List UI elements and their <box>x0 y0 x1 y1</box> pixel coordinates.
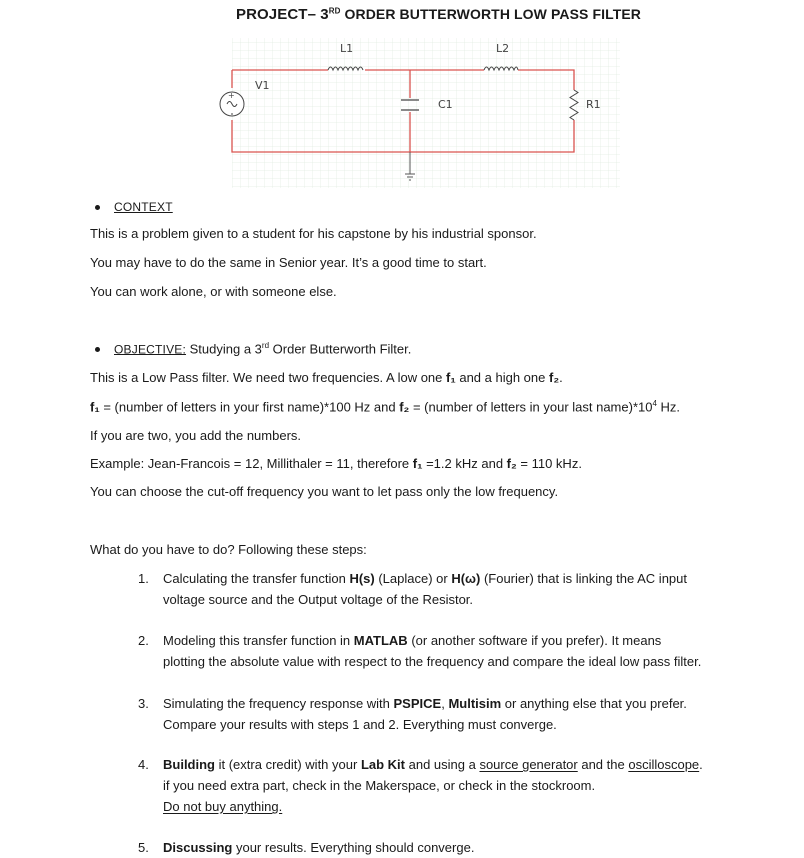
step-3: Simulating the frequency response with PSPICE, Multisim or anything else that you prefer. Compare your results with steps 1 and 2. Everything must converge. <box>163 696 687 732</box>
objective-line-2: f₁ = (number of letters in your first name)*100 Hz and f₂ = (number of letters in your last $name)*10^4$ Hz. <box>90 399 681 415</box>
page-title: PROJECT– 3RD ORDER BUTTERWORTH LOW PASS FILTER <box>236 6 642 23</box>
objective-line-1: This is a Low Pass filter. We need two frequencies. A low one f₁ and a high one f₂. <box>90 370 563 385</box>
objective-line-4: Example: Jean-Francois = 12, Millithaler = 11, therefore f₁ =1.2 kHz and f₂ = 110 kHz. <box>90 456 582 471</box>
grid-background <box>232 38 620 188</box>
step-number: 4. <box>138 757 149 772</box>
step-number: 5. <box>138 840 149 855</box>
source-generator-link: source generator <box>479 757 578 772</box>
bullet-icon <box>95 347 100 352</box>
context-line: You may have to do the same in Senior year. It’s a good time to start. <box>90 255 487 270</box>
step-4: Building it (extra credit) with your Lab Kit and using a source generator and the oscilloscope. if you need extra part, check in the Makerspace, or check in the stockroom. Do not buy anything. <box>163 757 703 814</box>
step-number: 3. <box>138 696 149 711</box>
objective-line-3: If you are two, you add the numbers. <box>90 428 302 443</box>
step-2: Modeling this transfer function in MATLAB (or another software if you prefer). It means plotting the absolute value with respect to the frequency and compare the ideal low pass filter. <box>163 633 702 669</box>
voltage-source-v1-icon <box>220 91 244 116</box>
context-heading: CONTEXT <box>114 200 173 214</box>
svg-text:+: + <box>228 91 235 100</box>
label-v1: V1 <box>255 79 270 92</box>
objective-heading: OBJECTIVE: Studying a 3rd Order Butterworth Filter. <box>114 341 412 357</box>
bullet-icon <box>95 205 100 210</box>
context-line: This is a problem given to a student for his capstone by his industrial sponsor. <box>90 226 537 241</box>
objective-line-5: You can choose the cut-off frequency you want to let pass only the low frequency. <box>90 484 559 499</box>
step-1: Calculating the transfer function H(s) (Laplace) or H(ω) (Fourier) that is linking the AC input voltage source and the Output voltage of the Resistor. <box>163 571 687 607</box>
step-5: Discussing your results. Everything should converge. <box>163 840 475 855</box>
oscilloscope-link: oscilloscope <box>628 757 700 772</box>
context-line: You can work alone, or with someone else. <box>90 284 337 299</box>
label-l2: L2 <box>496 42 510 55</box>
label-l1: L1 <box>340 42 354 55</box>
label-c1: C1 <box>438 98 453 111</box>
step-number: 2. <box>138 633 149 648</box>
label-r1: R1 <box>586 98 601 111</box>
circuit-diagram <box>200 34 620 194</box>
steps-intro: What do you have to do? Following these steps: <box>90 542 367 557</box>
step-number: 1. <box>138 571 149 586</box>
